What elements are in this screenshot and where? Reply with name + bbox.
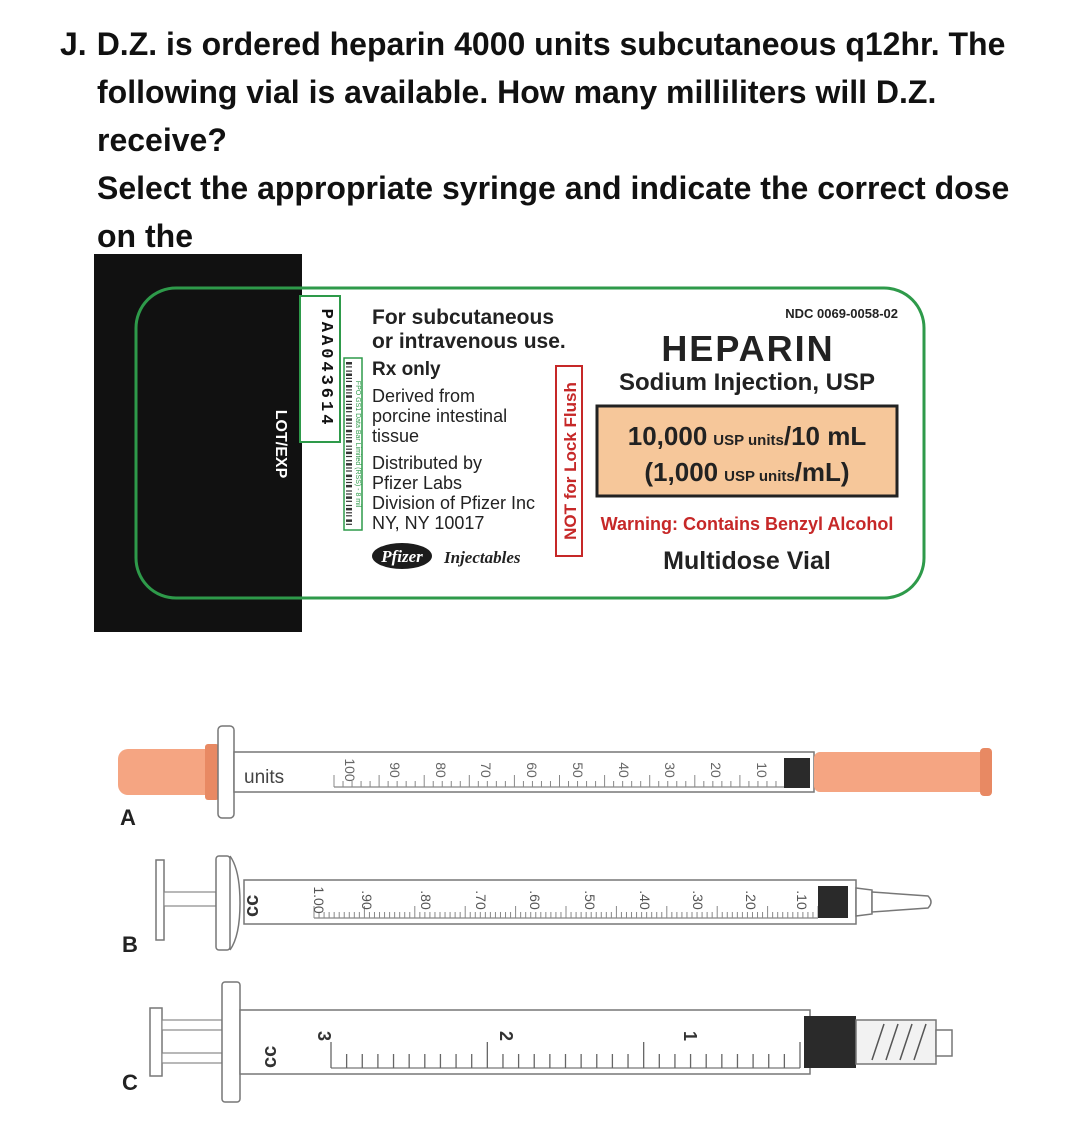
syringe-c-tip bbox=[936, 1030, 952, 1056]
conc-open: (1,000 bbox=[644, 457, 719, 487]
label-black-panel bbox=[94, 254, 302, 632]
syringe-b-tick-label: 1.00 bbox=[311, 886, 327, 914]
barcode-bar bbox=[346, 440, 352, 443]
syringe-b-tick-label: .20 bbox=[743, 890, 759, 910]
syringe-c-hub bbox=[856, 1020, 936, 1064]
question-label: J. bbox=[60, 26, 87, 62]
option-letter-c: C bbox=[122, 1070, 138, 1095]
barcode-bar bbox=[346, 434, 352, 435]
barcode-bar bbox=[346, 374, 352, 377]
syringe-b-tick-label: .70 bbox=[473, 890, 489, 910]
lot-exp-text: LOT/EXP bbox=[272, 409, 289, 479]
syringe-b-tip bbox=[872, 892, 931, 912]
syringe-a-tick-label: 90 bbox=[387, 762, 403, 778]
barcode-bar bbox=[346, 423, 352, 424]
syringe-c-tick-label: 2 bbox=[496, 1030, 516, 1042]
syringe-a-cap-flange bbox=[205, 744, 219, 800]
strength-volume: /10 mL bbox=[783, 421, 867, 451]
distributor-line-3: Division of Pfizer Inc bbox=[372, 493, 536, 513]
syringe-c-plunger-tip bbox=[804, 1016, 856, 1068]
barcode-bar bbox=[346, 467, 352, 468]
syringe-b-plunger-rod bbox=[164, 892, 216, 906]
syringe-a-plunger-tip bbox=[784, 758, 810, 788]
syringe-a-tick-label: 30 bbox=[662, 762, 678, 778]
barcode-bar bbox=[346, 381, 352, 382]
syringe-c-tick-label: 3 bbox=[314, 1030, 334, 1042]
syringe-b-tick-label: .10 bbox=[794, 890, 810, 910]
lot-number-text: PAA043614 bbox=[316, 308, 335, 428]
option-letter-a: A bbox=[120, 805, 136, 830]
pfizer-logo bbox=[372, 543, 432, 569]
question-line-2: following vial is available. How many milliliters will D.Z. receive? bbox=[97, 74, 937, 158]
barcode-bar bbox=[346, 512, 352, 513]
heparin-vial-label bbox=[94, 254, 934, 634]
syringe-a-tick-label: 60 bbox=[524, 762, 540, 778]
barcode-bar bbox=[346, 460, 352, 461]
barcode-bar bbox=[346, 426, 352, 427]
barcode-bar bbox=[346, 456, 352, 457]
option-letter-b: B bbox=[122, 932, 138, 957]
barcode-bar bbox=[346, 490, 352, 491]
syringe-c-flange bbox=[222, 982, 240, 1102]
barcode-bar bbox=[346, 378, 352, 379]
conc-close: /mL) bbox=[794, 457, 850, 487]
vial-type-text: Multidose Vial bbox=[663, 547, 831, 575]
syringe-a-tick-label: 70 bbox=[478, 762, 494, 778]
derived-line-3: tissue bbox=[372, 426, 420, 446]
barcode-bar bbox=[346, 404, 352, 405]
usage-line-1: For subcutaneous bbox=[372, 306, 555, 329]
usage-line-2: or intravenous use. bbox=[372, 330, 566, 353]
syringe-b-hub bbox=[856, 888, 872, 916]
rx-only-text: Rx only bbox=[372, 359, 441, 380]
question-line-3: Select the appropriate syringe and indicate the correct dose on the bbox=[97, 170, 1010, 254]
syringe-a-needle-cap-end bbox=[980, 748, 992, 796]
distributor-line-1: Distributed by bbox=[372, 453, 483, 473]
syringe-b-tick-label: .90 bbox=[359, 890, 375, 910]
barcode-bar bbox=[346, 501, 352, 502]
syringe-a-tick-label: 80 bbox=[433, 762, 449, 778]
syringe-a-plunger-cap bbox=[118, 749, 218, 795]
strength-amount: 10,000 bbox=[627, 421, 708, 451]
syringe-a-needle-cap bbox=[814, 752, 990, 792]
barcode-bar bbox=[346, 385, 352, 388]
barcode-bar bbox=[346, 411, 352, 412]
syringe-a[interactable] bbox=[118, 726, 992, 818]
barcode-bar bbox=[346, 475, 352, 478]
barcode-bar bbox=[346, 449, 352, 450]
barcode-bar bbox=[346, 389, 352, 390]
syringe-b-tick-label: .30 bbox=[690, 890, 706, 910]
drug-name: HEPARIN bbox=[661, 328, 835, 369]
barcode bbox=[344, 358, 362, 530]
syringe-a-tick-label: 100 bbox=[342, 758, 358, 782]
syringe-c[interactable] bbox=[150, 982, 952, 1102]
syringe-a-flange bbox=[218, 726, 234, 818]
barcode-bar bbox=[346, 482, 352, 483]
syringe-b-flange-curve bbox=[230, 856, 240, 950]
syringe-c-tick-label: 1 bbox=[680, 1030, 700, 1042]
drug-form: Sodium Injection, USP bbox=[618, 369, 876, 396]
barcode-bar bbox=[346, 505, 352, 506]
syringe-c-thumb-press bbox=[150, 1008, 162, 1076]
syringe-c-unit-label: cc bbox=[259, 1045, 281, 1068]
syringe-b[interactable] bbox=[156, 856, 931, 950]
syringe-b-tick-label: .80 bbox=[418, 890, 434, 910]
syringe-b-thumb-press bbox=[156, 860, 164, 940]
derived-line-1: Derived from bbox=[372, 386, 476, 406]
barcode-bar bbox=[346, 479, 352, 480]
barcode-bar bbox=[346, 418, 352, 421]
barcode-bar bbox=[346, 493, 352, 494]
syringe-b-plunger-tip bbox=[818, 886, 848, 918]
barcode-bar bbox=[346, 452, 352, 455]
barcode-bar bbox=[346, 515, 352, 516]
barcode-bar bbox=[346, 524, 352, 525]
syringe-options bbox=[0, 720, 1080, 1130]
syringe-b-tick-label: .50 bbox=[582, 890, 598, 910]
barcode-bar bbox=[346, 437, 352, 438]
question-line-1 bbox=[60, 20, 1050, 68]
conc-usp: USP units bbox=[724, 468, 795, 485]
syringe-c-plunger-rod-top bbox=[162, 1020, 222, 1030]
distributor-line-2: Pfizer Labs bbox=[372, 473, 463, 493]
syringe-b-unit-label: cc bbox=[241, 894, 263, 917]
barcode-bar bbox=[346, 362, 352, 365]
injectables-text: Injectables bbox=[444, 548, 521, 567]
ndc-text: NDC 0069-0058-02 bbox=[785, 306, 898, 321]
syringe-a-unit-label: units bbox=[244, 767, 285, 788]
barcode-bar bbox=[346, 366, 352, 367]
barcode-bar bbox=[346, 401, 352, 402]
barcode-bar bbox=[346, 395, 352, 398]
syringe-a-barrel bbox=[234, 752, 814, 792]
question-line-1-text: D.Z. is ordered heparin 4000 units subcutaneous q12hr. The bbox=[96, 26, 1006, 62]
barcode-caption: FPO GS1 Data Bar Limited (RSS) - 8 mil bbox=[354, 380, 361, 508]
barcode-bar bbox=[346, 371, 352, 372]
barcode-bar bbox=[346, 470, 352, 471]
warning-text: Warning: Contains Benzyl Alcohol bbox=[600, 514, 894, 534]
syringe-b-tick-label: .40 bbox=[637, 890, 653, 910]
barcode-bar bbox=[346, 392, 352, 393]
syringe-a-tick-label: 40 bbox=[616, 762, 632, 778]
barcode-bar bbox=[346, 446, 352, 447]
barcode-bar bbox=[346, 430, 352, 433]
barcode-bar bbox=[346, 496, 352, 499]
barcode-bar bbox=[346, 519, 352, 522]
syringe-c-plunger-rod-bottom bbox=[162, 1053, 222, 1063]
syringe-a-tick-label: 20 bbox=[708, 762, 724, 778]
strength-usp: USP units bbox=[713, 432, 784, 449]
syringe-a-tick-label: 50 bbox=[570, 762, 586, 778]
pfizer-logo-text: Pfizer bbox=[381, 547, 423, 566]
syringe-a-tick-label: 10 bbox=[754, 762, 770, 778]
syringe-b-tick-label: .60 bbox=[527, 890, 543, 910]
distributor-line-4: NY, NY 10017 bbox=[372, 513, 485, 533]
not-flush-text: NOT for Lock Flush bbox=[561, 382, 580, 540]
barcode-bar bbox=[346, 407, 352, 410]
syringe-c-barrel bbox=[240, 1010, 810, 1074]
syringe-b-flange bbox=[216, 856, 230, 950]
barcode-bar bbox=[346, 485, 352, 488]
barcode-bar bbox=[346, 463, 352, 466]
derived-line-2: porcine intestinal bbox=[372, 406, 508, 426]
barcode-bar bbox=[346, 415, 352, 416]
barcode-bar bbox=[346, 508, 352, 511]
